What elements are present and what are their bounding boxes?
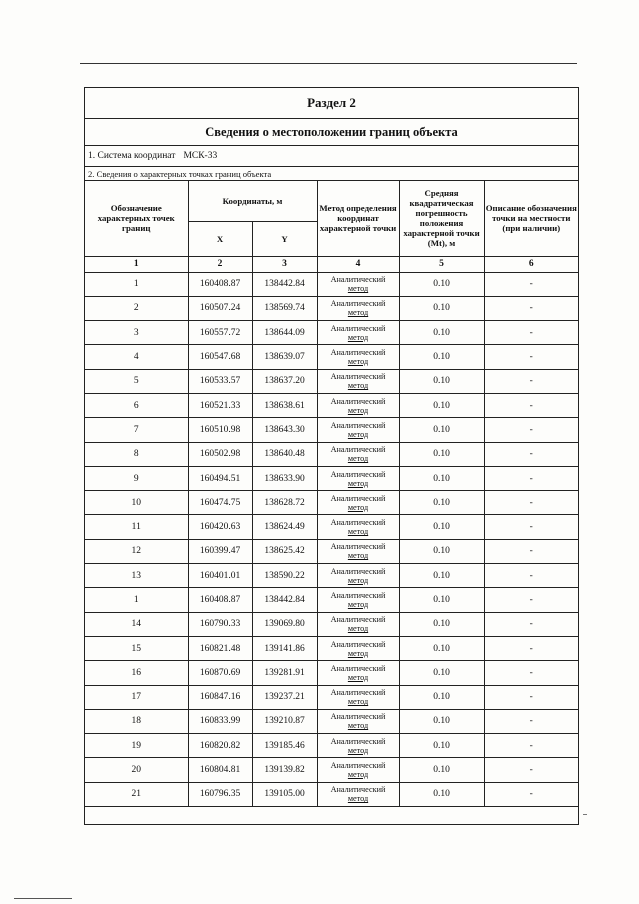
col-header-accuracy: Средняя квадратическая погрешность положения характерной точки (Mt), м (399, 181, 484, 256)
method-line-2: метод (347, 332, 369, 342)
table-row (85, 564, 578, 588)
cell-accuracy: 0.10 (399, 636, 484, 660)
cell-description: - (484, 564, 578, 588)
cell-description: - (484, 515, 578, 539)
cell-x: 160502.98 (188, 442, 252, 466)
margin-mark (583, 814, 587, 815)
cell-method (317, 734, 399, 758)
cell-description: - (484, 296, 578, 320)
table-row (85, 636, 578, 660)
cell-description: - (484, 612, 578, 636)
table-row (85, 539, 578, 563)
cell-x: 160790.33 (188, 612, 252, 636)
cell-y: 138442.84 (252, 272, 317, 296)
cell-x: 160821.48 (188, 636, 252, 660)
column-number: 4 (317, 256, 399, 272)
table-row (85, 734, 578, 758)
table-header-row (85, 181, 578, 221)
cell-accuracy: 0.10 (399, 612, 484, 636)
cell-description: - (484, 491, 578, 515)
coord-system-value: МСК-33 (183, 151, 218, 161)
section-subtitle: Сведения о местоположении границ объекта (85, 119, 578, 146)
document-sheet (84, 87, 579, 825)
cell-accuracy: 0.10 (399, 393, 484, 417)
cell-x: 160401.01 (188, 564, 252, 588)
column-number: 6 (484, 256, 578, 272)
cell-accuracy: 0.10 (399, 491, 484, 515)
table-row (85, 369, 578, 393)
cell-accuracy: 0.10 (399, 685, 484, 709)
cell-description: - (484, 758, 578, 782)
table-row (85, 418, 578, 442)
method-line-2: метод (347, 405, 369, 415)
cell-description: - (484, 466, 578, 490)
cell-y: 139069.80 (252, 612, 317, 636)
cell-accuracy: 0.10 (399, 661, 484, 685)
cell-method (317, 296, 399, 320)
cell-x: 160796.35 (188, 782, 252, 806)
method-line-1: Аналитический (330, 736, 386, 746)
cell-y: 138640.48 (252, 442, 317, 466)
method-line-1: Аналитический (330, 445, 386, 455)
method-line-1: Аналитический (330, 639, 386, 649)
cell-accuracy: 0.10 (399, 296, 484, 320)
cell-x: 160521.33 (188, 393, 252, 417)
table-row (85, 685, 578, 709)
col-header-description: Описание обозначения точки на местности (при наличии) (484, 181, 578, 256)
method-line-1: Аналитический (330, 396, 386, 406)
cell-method (317, 345, 399, 369)
method-line-2: метод (347, 454, 369, 464)
cell-y: 139141.86 (252, 636, 317, 660)
method-line-2: метод (347, 357, 369, 367)
table-row (85, 588, 578, 612)
cell-accuracy: 0.10 (399, 369, 484, 393)
cell-x: 160547.68 (188, 345, 252, 369)
method-line-1: Аналитический (330, 785, 386, 795)
cell-method (317, 612, 399, 636)
col-header-designation: Обозначение характерных точек границ (85, 181, 188, 256)
cell-description: - (484, 709, 578, 733)
header-rule (80, 63, 577, 64)
method-line-2: метод (347, 648, 369, 658)
method-line-1: Аналитический (330, 615, 386, 625)
cell-accuracy: 0.10 (399, 539, 484, 563)
cell-y: 138639.07 (252, 345, 317, 369)
method-line-1: Аналитический (330, 761, 386, 771)
method-line-1: Аналитический (330, 493, 386, 503)
method-line-2: метод (347, 381, 369, 391)
cell-description: - (484, 539, 578, 563)
cell-x: 160494.51 (188, 466, 252, 490)
cell-x: 160847.16 (188, 685, 252, 709)
cell-accuracy: 0.10 (399, 442, 484, 466)
cell-description: - (484, 734, 578, 758)
cell-y: 139281.91 (252, 661, 317, 685)
method-line-2: метод (347, 551, 369, 561)
footer-rule (14, 898, 72, 899)
cell-x: 160533.57 (188, 369, 252, 393)
table-row (85, 296, 578, 320)
cell-point: 12 (85, 539, 188, 563)
cell-x: 160833.99 (188, 709, 252, 733)
cell-description: - (484, 636, 578, 660)
table-row (85, 393, 578, 417)
cell-accuracy: 0.10 (399, 782, 484, 806)
cell-point: 11 (85, 515, 188, 539)
cell-point: 18 (85, 709, 188, 733)
col-header-y: Y (252, 221, 317, 256)
column-number: 2 (188, 256, 252, 272)
cell-method (317, 661, 399, 685)
cell-y: 139237.21 (252, 685, 317, 709)
cell-accuracy: 0.10 (399, 466, 484, 490)
coord-system-line (85, 146, 578, 167)
cell-method (317, 442, 399, 466)
table-row (85, 466, 578, 490)
method-line-1: Аналитический (330, 591, 386, 600)
cell-method (317, 636, 399, 660)
cell-point: 9 (85, 466, 188, 490)
cell-method (317, 418, 399, 442)
cell-accuracy: 0.10 (399, 588, 484, 612)
cell-y: 138633.90 (252, 466, 317, 490)
method-line-1: Аналитический (330, 299, 386, 309)
cell-y: 138569.74 (252, 296, 317, 320)
cell-point: 1 (85, 588, 188, 612)
method-line-2: метод (347, 308, 369, 318)
cell-point: 16 (85, 661, 188, 685)
method-line-2: метод (347, 624, 369, 634)
table-row (85, 782, 578, 806)
cell-y: 138643.30 (252, 418, 317, 442)
cell-accuracy: 0.10 (399, 345, 484, 369)
cell-point: 17 (85, 685, 188, 709)
cell-method (317, 369, 399, 393)
cell-x: 160804.81 (188, 758, 252, 782)
column-number: 5 (399, 256, 484, 272)
cell-y: 138442.84 (252, 588, 317, 612)
cell-method (317, 782, 399, 806)
cell-method (317, 588, 399, 612)
table-trailing-row (85, 807, 578, 824)
cell-description: - (484, 321, 578, 345)
method-line-1: Аналитический (330, 420, 386, 430)
table-row (85, 709, 578, 733)
table-row (85, 345, 578, 369)
cell-y: 139210.87 (252, 709, 317, 733)
cell-x: 160474.75 (188, 491, 252, 515)
table-row (85, 272, 578, 296)
method-line-2: метод (347, 429, 369, 439)
method-line-1: Аналитический (330, 566, 386, 576)
cell-y: 139105.00 (252, 782, 317, 806)
method-line-1: Аналитический (330, 348, 386, 358)
cell-method (317, 539, 399, 563)
cell-x: 160408.87 (188, 588, 252, 612)
cell-method (317, 709, 399, 733)
method-line-2: метод (347, 745, 369, 755)
method-line-2: метод (347, 794, 369, 804)
cell-y: 139185.46 (252, 734, 317, 758)
column-number: 1 (85, 256, 188, 272)
cell-accuracy: 0.10 (399, 418, 484, 442)
table-row (85, 321, 578, 345)
cell-x: 160507.24 (188, 296, 252, 320)
cell-accuracy: 0.10 (399, 709, 484, 733)
cell-accuracy: 0.10 (399, 564, 484, 588)
cell-accuracy: 0.10 (399, 515, 484, 539)
table-row (85, 612, 578, 636)
cell-point: 7 (85, 418, 188, 442)
method-line-2: метод (347, 478, 369, 488)
table-row (85, 491, 578, 515)
cell-y: 139139.82 (252, 758, 317, 782)
cell-y: 138637.20 (252, 369, 317, 393)
col-header-x: X (188, 221, 252, 256)
cell-method (317, 491, 399, 515)
cell-point: 20 (85, 758, 188, 782)
cell-accuracy: 0.10 (399, 758, 484, 782)
cell-method (317, 515, 399, 539)
method-line-2: метод (347, 600, 369, 609)
coord-system-label: 1. Система координат (88, 151, 176, 161)
cell-point: 14 (85, 612, 188, 636)
method-line-1: Аналитический (330, 542, 386, 552)
table-row (85, 758, 578, 782)
col-header-coordinates: Координаты, м (188, 181, 317, 221)
column-number-row (85, 256, 578, 272)
method-line-1: Аналитический (330, 712, 386, 722)
cell-point: 5 (85, 369, 188, 393)
method-line-1: Аналитический (330, 518, 386, 528)
cell-method (317, 393, 399, 417)
method-line-2: метод (347, 770, 369, 780)
table-row (85, 661, 578, 685)
cell-point: 15 (85, 636, 188, 660)
cell-method (317, 321, 399, 345)
method-line-2: метод (347, 284, 369, 294)
cell-point: 4 (85, 345, 188, 369)
method-line-2: метод (347, 721, 369, 731)
cell-x: 160820.82 (188, 734, 252, 758)
cell-x: 160420.63 (188, 515, 252, 539)
cell-point: 1 (85, 272, 188, 296)
cell-method (317, 685, 399, 709)
method-line-2: метод (347, 502, 369, 512)
cell-y: 138638.61 (252, 393, 317, 417)
method-line-2: метод (347, 672, 369, 682)
cell-description: - (484, 442, 578, 466)
cell-description: - (484, 588, 578, 612)
section-title: Раздел 2 (85, 88, 578, 119)
cell-y: 138590.22 (252, 564, 317, 588)
cell-description: - (484, 418, 578, 442)
cell-x: 160870.69 (188, 661, 252, 685)
cell-point: 6 (85, 393, 188, 417)
method-line-1: Аналитический (330, 323, 386, 333)
method-line-1: Аналитический (330, 663, 386, 673)
cell-x: 160399.47 (188, 539, 252, 563)
method-line-1: Аналитический (330, 275, 386, 285)
cell-point: 19 (85, 734, 188, 758)
cell-point: 10 (85, 491, 188, 515)
cell-accuracy: 0.10 (399, 734, 484, 758)
method-line-2: метод (347, 697, 369, 707)
cell-description: - (484, 661, 578, 685)
cell-accuracy: 0.10 (399, 321, 484, 345)
cell-method (317, 564, 399, 588)
cell-description: - (484, 685, 578, 709)
method-line-1: Аналитический (330, 372, 386, 382)
method-line-1: Аналитический (330, 688, 386, 698)
cell-x: 160408.87 (188, 272, 252, 296)
cell-description: - (484, 272, 578, 296)
cell-y: 138644.09 (252, 321, 317, 345)
cell-method (317, 466, 399, 490)
cell-description: - (484, 393, 578, 417)
cell-description: - (484, 782, 578, 806)
method-line-2: метод (347, 575, 369, 585)
column-number: 3 (252, 256, 317, 272)
cell-accuracy: 0.10 (399, 272, 484, 296)
cell-point: 21 (85, 782, 188, 806)
method-line-2: метод (347, 527, 369, 537)
cell-method (317, 272, 399, 296)
cell-y: 138628.72 (252, 491, 317, 515)
cell-point: 8 (85, 442, 188, 466)
cell-x: 160510.98 (188, 418, 252, 442)
method-line-1: Аналитический (330, 469, 386, 479)
col-header-method: Метод определения координат характерной точки (317, 181, 399, 256)
cell-description: - (484, 369, 578, 393)
cell-y: 138624.49 (252, 515, 317, 539)
cell-x: 160557.72 (188, 321, 252, 345)
cell-description: - (484, 345, 578, 369)
table-row (85, 515, 578, 539)
cell-point: 2 (85, 296, 188, 320)
cell-method (317, 758, 399, 782)
cell-point: 3 (85, 321, 188, 345)
table-row (85, 442, 578, 466)
points-table (85, 181, 578, 807)
cell-point: 13 (85, 564, 188, 588)
cell-y: 138625.42 (252, 539, 317, 563)
points-section-header: 2. Сведения о характерных точках границ объекта (85, 167, 578, 181)
